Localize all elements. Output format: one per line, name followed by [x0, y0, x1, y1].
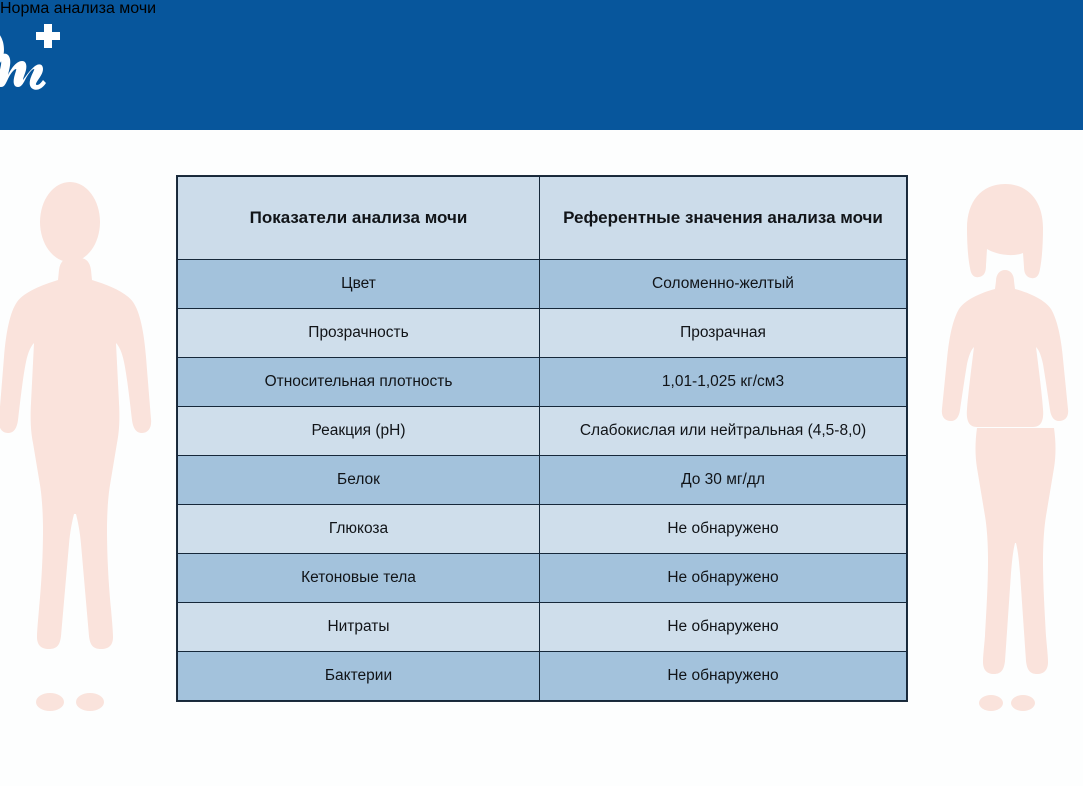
- cell-parameter: Кетоновые тела: [178, 554, 540, 603]
- cell-parameter: Нитраты: [178, 603, 540, 652]
- table-row: [178, 260, 907, 309]
- cell-parameter: Бактерии: [178, 652, 540, 701]
- table-row: [178, 652, 907, 701]
- table-row: [178, 309, 907, 358]
- column-header-parameter: Показатели анализа мочи: [178, 177, 540, 260]
- cell-value: 1,01-1,025 кг/см3: [540, 358, 907, 407]
- table-row: [178, 456, 907, 505]
- table-row: [178, 603, 907, 652]
- cell-value: Не обнаружено: [540, 554, 907, 603]
- cell-value: Не обнаружено: [540, 652, 907, 701]
- column-header-reference: Референтные значения анализа мочи: [540, 177, 907, 260]
- cell-value: До 30 мг/дл: [540, 456, 907, 505]
- female-body-silhouette-icon: [929, 178, 1083, 718]
- table-header-row: [178, 177, 907, 260]
- table-row: [178, 505, 907, 554]
- male-body-silhouette-icon: [0, 178, 167, 718]
- cell-value: Не обнаружено: [540, 603, 907, 652]
- table-row: [178, 358, 907, 407]
- cell-parameter: Относительная плотность: [178, 358, 540, 407]
- cell-value: Прозрачная: [540, 309, 907, 358]
- table-row: [178, 554, 907, 603]
- header-banner: [0, 0, 1083, 130]
- brand-logo-icon: [0, 14, 68, 90]
- cell-parameter: Прозрачность: [178, 309, 540, 358]
- table-row: [178, 407, 907, 456]
- cell-parameter: Реакция (pH): [178, 407, 540, 456]
- urinalysis-reference-table: [177, 176, 907, 701]
- cell-value: Слабокислая или нейтральная (4,5-8,0): [540, 407, 907, 456]
- cell-value: Не обнаружено: [540, 505, 907, 554]
- cell-parameter: Глюкоза: [178, 505, 540, 554]
- cell-value: Соломенно-желтый: [540, 260, 907, 309]
- page-title: Норма анализа мочи: [0, 0, 157, 17]
- cell-parameter: Цвет: [178, 260, 540, 309]
- cell-parameter: Белок: [178, 456, 540, 505]
